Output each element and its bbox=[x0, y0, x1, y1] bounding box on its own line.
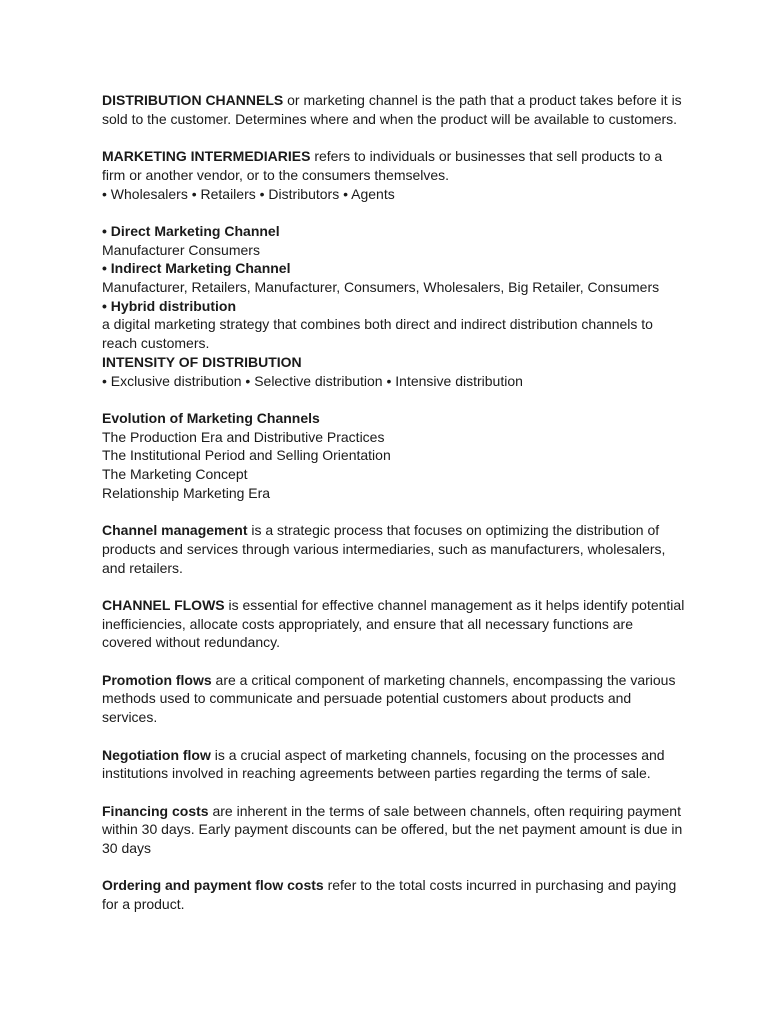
channel-management-text-3: and retailers. bbox=[102, 559, 183, 576]
distribution-channels-term: DISTRIBUTION CHANNELS bbox=[102, 92, 284, 108]
marketing-intermediaries-term: MARKETING INTERMEDIARIES bbox=[102, 148, 311, 165]
channel-flows-text-1: is essential for effective channel management as it helps identify potential bbox=[224, 596, 685, 613]
financing-costs-text-2: within 30 days. Early payment discounts can be offered, but the net payment amount is due in bbox=[102, 821, 683, 838]
financing-costs-term: Financing costs bbox=[102, 802, 209, 819]
promotion-flows-term: Promotion flows bbox=[102, 671, 212, 688]
promotion-flows-text-2: methods used to communicate and persuade potential customers about products and bbox=[102, 690, 632, 707]
marketing-intermediaries-text-1: refers to individuals or businesses that sell products to a bbox=[310, 148, 663, 165]
ordering-payment-paragraph bbox=[102, 876, 692, 913]
negotiation-flow-term: Negotiation flow bbox=[102, 746, 211, 763]
ordering-payment-text-1: refer to the total costs incurred in purchasing and paying bbox=[323, 877, 677, 894]
evolution-item: Relationship Marketing Era bbox=[102, 484, 271, 501]
evolution-item: The Marketing Concept bbox=[102, 466, 248, 483]
negotiation-flow-text-1: is a crucial aspect of marketing channels, focusing on the processes and bbox=[210, 746, 665, 763]
channel-management-text-1: is a strategic process that focuses on optimizing the distribution of bbox=[247, 522, 660, 539]
distribution-channels-text-2: sold to the customer. Determines where and when the product will be available to customers. bbox=[102, 110, 678, 127]
ordering-payment-text-2: for a product. bbox=[102, 896, 185, 913]
promotion-flows-paragraph bbox=[102, 671, 692, 727]
marketing-intermediaries-paragraph bbox=[102, 147, 692, 203]
channel-management-text-2: products and services through various intermediaries, such as manufacturers, wholesalers, bbox=[102, 540, 666, 557]
channel-types-section bbox=[102, 222, 692, 390]
distribution-channels-text-1: or marketing channel is the path that a product takes before it is bbox=[283, 92, 682, 108]
direct-channel-heading: • Direct Marketing Channel bbox=[102, 222, 280, 239]
ordering-payment-term: Ordering and payment flow costs bbox=[102, 877, 324, 894]
financing-costs-text-3: 30 days bbox=[102, 840, 152, 856]
evolution-section bbox=[102, 409, 692, 503]
promotion-flows-text-3: services. bbox=[102, 709, 158, 726]
intensity-list: • Exclusive distribution • Selective distribution • Intensive distribution bbox=[102, 372, 523, 389]
evolution-item: The Institutional Period and Selling Orientation bbox=[102, 447, 391, 464]
negotiation-flow-paragraph bbox=[102, 746, 692, 783]
channel-flows-text-2: inefficiencies, allocate costs appropriately, and ensure that all necessary functions are bbox=[102, 615, 634, 632]
channel-management-paragraph bbox=[102, 521, 692, 577]
negotiation-flow-text-2: institutions involved in reaching agreements between parties regarding the terms of sale. bbox=[102, 765, 651, 782]
evolution-heading: Evolution of Marketing Channels bbox=[102, 409, 320, 426]
financing-costs-paragraph bbox=[102, 802, 692, 858]
channel-flows-text-3: covered without redundancy. bbox=[102, 634, 280, 651]
channel-flows-paragraph bbox=[102, 596, 692, 652]
intermediary-types-list: • Wholesalers • Retailers • Distributors • Agents bbox=[102, 185, 395, 202]
indirect-channel-text: Manufacturer, Retailers, Manufacturer, Consumers, Wholesalers, Big Retailer, Consumers bbox=[102, 279, 660, 295]
channel-flows-term: CHANNEL FLOWS bbox=[102, 596, 225, 613]
channel-management-term: Channel management bbox=[102, 522, 248, 539]
direct-channel-text: Manufacturer Consumers bbox=[102, 241, 260, 258]
distribution-channels-paragraph bbox=[102, 91, 692, 128]
hybrid-distribution-text-1: a digital marketing strategy that combines both direct and indirect distribution channels to bbox=[102, 316, 653, 333]
financing-costs-text-1: are inherent in the terms of sale between channels, often requiring payment bbox=[208, 802, 681, 819]
hybrid-distribution-heading: • Hybrid distribution bbox=[102, 297, 237, 314]
intensity-heading: INTENSITY OF DISTRIBUTION bbox=[102, 353, 302, 370]
promotion-flows-text-1: are a critical component of marketing channels, encompassing the various bbox=[211, 671, 676, 688]
marketing-intermediaries-text-2: firm or another vendor, or to the consumers themselves. bbox=[102, 166, 450, 183]
document-page bbox=[102, 91, 692, 932]
evolution-item: The Production Era and Distributive Practices bbox=[102, 428, 385, 445]
indirect-channel-heading: • Indirect Marketing Channel bbox=[102, 260, 291, 277]
hybrid-distribution-text-2: reach customers. bbox=[102, 335, 210, 352]
